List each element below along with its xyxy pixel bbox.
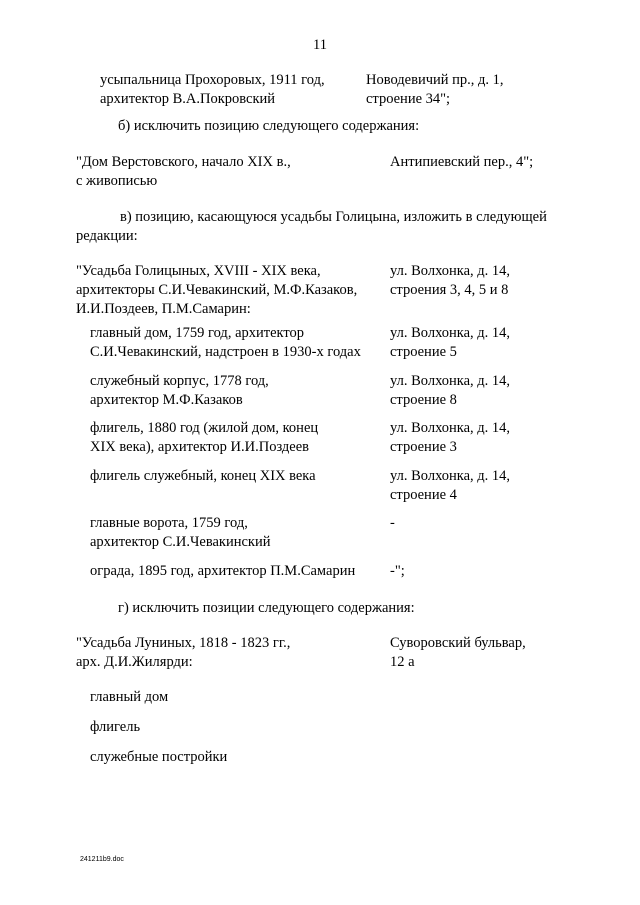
text-line: строение 4: [390, 487, 457, 503]
item-service-wing-left: [90, 467, 316, 486]
item-gates-right: [390, 514, 395, 533]
item-service-building-left: [90, 372, 269, 410]
text-line: строение 3: [390, 439, 457, 455]
text-line: главные ворота, 1759 год,: [90, 515, 248, 531]
block2-left: [76, 153, 291, 191]
text-line: строение 34";: [366, 91, 451, 107]
lunin-item-outbuildings: служебные постройки: [90, 749, 228, 765]
text-line: строения 3, 4, 5 и 8: [390, 282, 509, 298]
text-line: флигель служебный, конец XIX века: [90, 468, 316, 484]
text-line: ул. Волхонка, д. 14,: [390, 263, 511, 279]
estate-golitsyn-left: [76, 262, 357, 319]
paragraph-v: в) позицию, касающуюся усадьбы Голицына, изложить в следующей: [120, 209, 547, 225]
text-line: строение 5: [390, 344, 457, 360]
estate-golitsyn-right: [390, 262, 510, 300]
text-line: И.И.Поздеев, П.М.Самарин:: [76, 301, 251, 317]
estate-lunin-left: [76, 634, 290, 672]
estate-lunin-right: [390, 634, 526, 672]
text-line: ул. Волхонка, д. 14,: [390, 420, 511, 436]
text-line: арх. Д.И.Жилярди:: [76, 654, 193, 670]
text-line: архитекторы С.И.Чевакинский, М.Ф.Казаков,: [76, 282, 358, 298]
text-line: архитектор В.А.Покровский: [100, 91, 276, 107]
paragraph-g: г) исключить позиции следующего содержания:: [118, 600, 415, 616]
text-line: "Усадьба Луниных, 1818 - 1823 гг.,: [76, 635, 291, 651]
text-line: Антипиевский пер., 4";: [390, 154, 534, 170]
text-line: усыпальница Прохоровых, 1911 год,: [100, 72, 325, 88]
item-wing-left: [90, 419, 318, 457]
text-line: -";: [390, 563, 405, 579]
item-main-house-left: [90, 324, 361, 362]
text-line: XIX века), архитектор И.И.Поздеев: [90, 439, 310, 455]
paragraph-b: б) исключить позицию следующего содержания:: [118, 118, 420, 134]
text-line: архитектор С.И.Чевакинский: [90, 534, 271, 550]
text-line: архитектор М.Ф.Казаков: [90, 392, 243, 408]
text-line: ул. Волхонка, д. 14,: [390, 373, 511, 389]
item-gates-left: [90, 514, 271, 552]
text-line: Новодевичий пр., д. 1,: [366, 72, 504, 88]
item-service-wing-right: [390, 467, 510, 505]
text-line: ограда, 1895 год, архитектор П.М.Самарин: [90, 563, 356, 579]
text-line: С.И.Чевакинский, надстроен в 1930-х годах: [90, 344, 361, 360]
block2-right: [390, 153, 533, 172]
text-line: с живописью: [76, 173, 158, 189]
item-wing-right: [390, 419, 510, 457]
text-line: "Дом Верстовского, начало XIX в.,: [76, 154, 291, 170]
text-line: служебный корпус, 1778 год,: [90, 373, 269, 389]
text-line: ул. Волхонка, д. 14,: [390, 325, 511, 341]
text-line: 12 а: [390, 654, 415, 670]
paragraph-v-cont: редакции:: [76, 228, 138, 244]
footer-filename: 241211b9.doc: [80, 856, 124, 863]
text-line: -: [390, 515, 395, 531]
block1-right: [366, 71, 504, 109]
lunin-item-main-house: главный дом: [90, 689, 169, 705]
text-line: флигель, 1880 год (жилой дом, конец: [90, 420, 319, 436]
text-line: главный дом, 1759 год, архитектор: [90, 325, 305, 341]
item-service-building-right: [390, 372, 510, 410]
text-line: строение 8: [390, 392, 457, 408]
item-main-house-right: [390, 324, 510, 362]
item-fence-right: [390, 562, 405, 581]
block1-left: [100, 71, 325, 109]
text-line: ул. Волхонка, д. 14,: [390, 468, 511, 484]
page-number: 11: [313, 37, 327, 53]
item-fence-left: [90, 562, 355, 581]
text-line: "Усадьба Голицыных, XVIII - XIX века,: [76, 263, 321, 279]
lunin-item-wing: флигель: [90, 719, 141, 735]
text-line: Суворовский бульвар,: [390, 635, 526, 651]
